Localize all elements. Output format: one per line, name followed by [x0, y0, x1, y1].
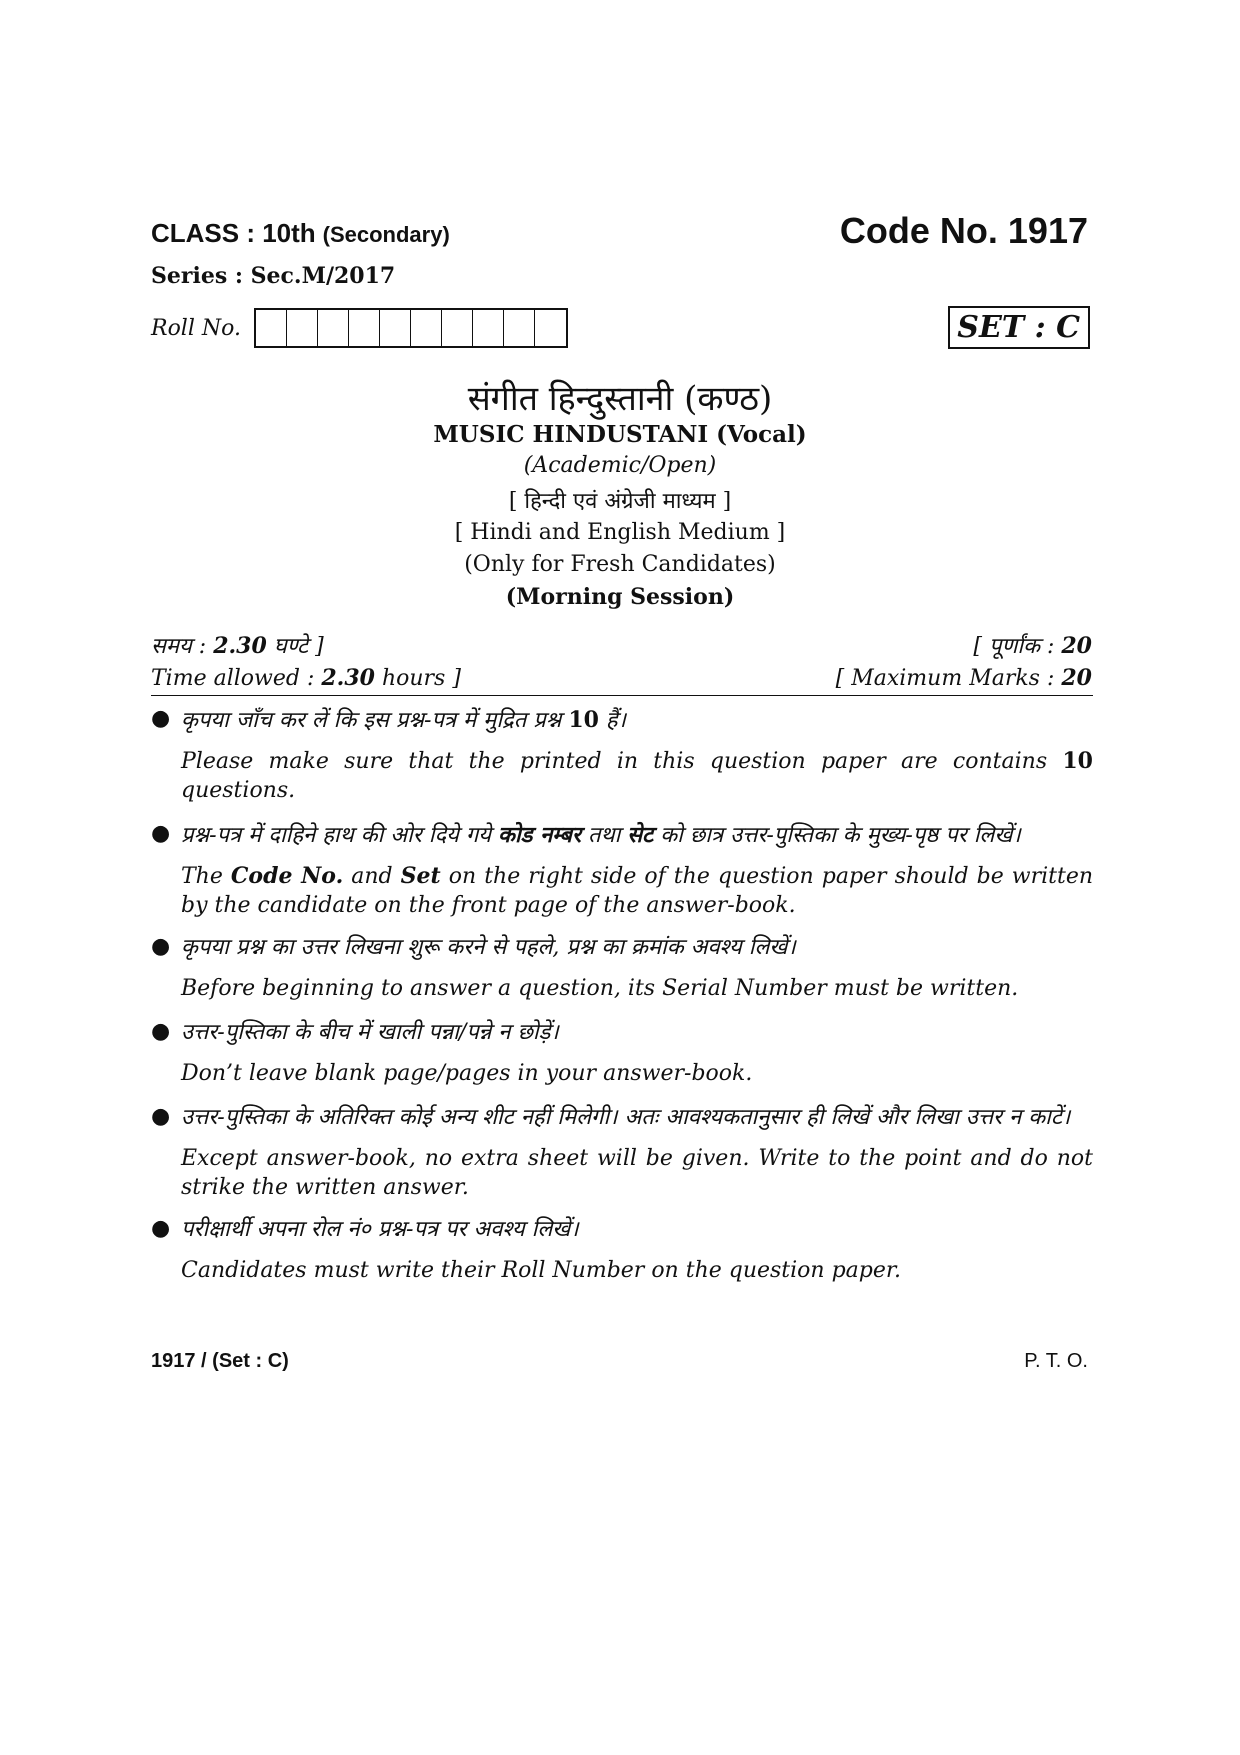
roll-digit-box[interactable]: [504, 310, 535, 346]
code-number: Code No. 1917: [839, 210, 1088, 251]
instruction-english: Except answer-book, no extra sheet will be given. Write to the point and do not strike the written answer.: [181, 1146, 1093, 1200]
instruction-english: Before beginning to answer a question, its Serial Number must be written.: [181, 976, 1019, 1001]
instructions-list: [151, 700, 1093, 1285]
time-hi-label: समय :: [151, 634, 214, 659]
roll-digit-box[interactable]: [349, 310, 380, 346]
text-span: questions.: [181, 778, 296, 803]
roll-digit-box[interactable]: [473, 310, 504, 346]
session-label: (Morning Session): [505, 584, 735, 610]
instruction-item: [151, 1210, 1093, 1285]
bullet-icon: ●: [151, 821, 171, 846]
time-english: [151, 665, 461, 691]
header-divider: [151, 695, 1093, 696]
roll-digit-box[interactable]: [287, 310, 318, 346]
instruction-hindi: कृपया प्रश्न का उत्तर लिखना शुरू करने से पहले, प्रश्न का क्रमांक अवश्य लिखें।: [181, 935, 796, 960]
roll-number-label: Roll No.: [151, 316, 241, 341]
roll-digit-box[interactable]: [535, 310, 566, 346]
instruction-hindi: परीक्षार्थी अपना रोल नं० प्रश्न-पत्र पर अवश्य लिखें।: [181, 1217, 579, 1242]
bullet-icon: ●: [151, 934, 171, 959]
roll-number-boxes[interactable]: [254, 308, 568, 348]
instruction-item: [151, 928, 1093, 1003]
marks-hi-value: 20: [1061, 633, 1092, 659]
bold-span: सेट: [627, 822, 654, 848]
bold-span: Code No.: [230, 863, 344, 889]
instruction-item: [151, 1013, 1093, 1088]
time-en-label: Time allowed :: [151, 666, 322, 691]
instruction-item: [151, 815, 1093, 920]
roll-digit-box[interactable]: [442, 310, 473, 346]
bold-span: Set: [400, 863, 441, 889]
instruction-hindi: [181, 700, 1093, 737]
footer-code-set: 1917 / (Set : C): [151, 1350, 289, 1372]
text-span: The: [181, 864, 231, 889]
marks-en-label: [ Maximum Marks :: [835, 666, 1062, 691]
instruction-english: Don’t leave blank page/pages in your answer-book.: [181, 1061, 753, 1086]
fresh-candidates-label: (Only for Fresh Candidates): [464, 552, 776, 577]
medium-english: [ Hindi and English Medium ]: [454, 520, 786, 545]
instruction-hindi: [181, 815, 1093, 852]
bullet-icon: ●: [151, 1019, 171, 1044]
title-english: MUSIC HINDUSTANI (Vocal): [433, 421, 807, 448]
text-span: प्रश्न-पत्र में दाहिने हाथ की ओर दिये गये: [181, 823, 499, 848]
instruction-item: [151, 1098, 1093, 1202]
text-span: Please make sure that the printed in this question paper are contains: [181, 749, 1063, 774]
title-hindi: संगीत हिन्दुस्तानी (कण्ठ): [467, 379, 773, 419]
text-span: तथा: [581, 823, 628, 848]
marks-english: [836, 665, 1092, 691]
marks-hi-label: [ पूर्णांक :: [973, 634, 1062, 659]
medium-hindi: [ हिन्दी एवं अंग्रेजी माध्यम ]: [508, 489, 732, 514]
marks-hindi: [973, 630, 1092, 660]
instruction-english: Candidates must write their Roll Number on the question paper.: [181, 1258, 901, 1283]
marks-en-value: 20: [1061, 665, 1092, 691]
number-span: 10: [568, 707, 599, 733]
instruction-english: [181, 862, 1093, 920]
text-span: कृपया जाँच कर लें कि इस प्रश्न-पत्र में मुद्रित प्रश्न: [181, 708, 569, 733]
roll-digit-box[interactable]: [380, 310, 411, 346]
bullet-icon: ●: [151, 1104, 171, 1129]
text-span: and: [343, 864, 401, 889]
roll-digit-box[interactable]: [318, 310, 349, 346]
class-label: CLASS : 10th: [151, 218, 316, 248]
text-span: को छात्र उत्तर-पुस्तिका के मुख्य-पृष्ठ पर लिखें।: [653, 823, 1021, 848]
roll-digit-box[interactable]: [256, 310, 287, 346]
instruction-hindi: उत्तर-पुस्तिका के अतिरिक्त कोई अन्य शीट नहीं मिलेगी। अतः आवश्यकतानुसार ही लिखें और लिखा उत्तर न काटें।: [181, 1105, 1071, 1130]
instruction-hindi: उत्तर-पुस्तिका के बीच में खाली पन्ना/पन्ने न छोड़ें।: [181, 1020, 559, 1045]
time-en-value: 2.30: [321, 665, 375, 691]
instruction-item: [151, 700, 1093, 805]
series-label: Series : Sec.M/2017: [151, 263, 396, 289]
class-sub-label: (Secondary): [322, 222, 450, 247]
footer-pto: P. T. O.: [1024, 1350, 1088, 1372]
time-en-unit: hours ]: [374, 666, 461, 691]
academic-open-label: (Academic/Open): [523, 453, 717, 478]
instruction-english: [181, 747, 1093, 805]
roll-digit-box[interactable]: [411, 310, 442, 346]
time-hindi: [151, 630, 324, 660]
bullet-icon: ●: [151, 1216, 171, 1241]
number-span: 10: [1062, 748, 1093, 774]
time-hi-unit: घण्टे ]: [266, 634, 324, 659]
text-span: on the right side of the question paper should be written by the candidate on the front page of the answer-book.: [181, 864, 1094, 918]
time-hi-value: 2.30: [213, 633, 267, 659]
set-badge: SET : C: [948, 306, 1090, 349]
class-line: [151, 218, 450, 249]
bullet-icon: ●: [151, 706, 171, 731]
text-span: हैं।: [598, 708, 626, 733]
bold-span: कोड नम्बर: [498, 822, 581, 848]
